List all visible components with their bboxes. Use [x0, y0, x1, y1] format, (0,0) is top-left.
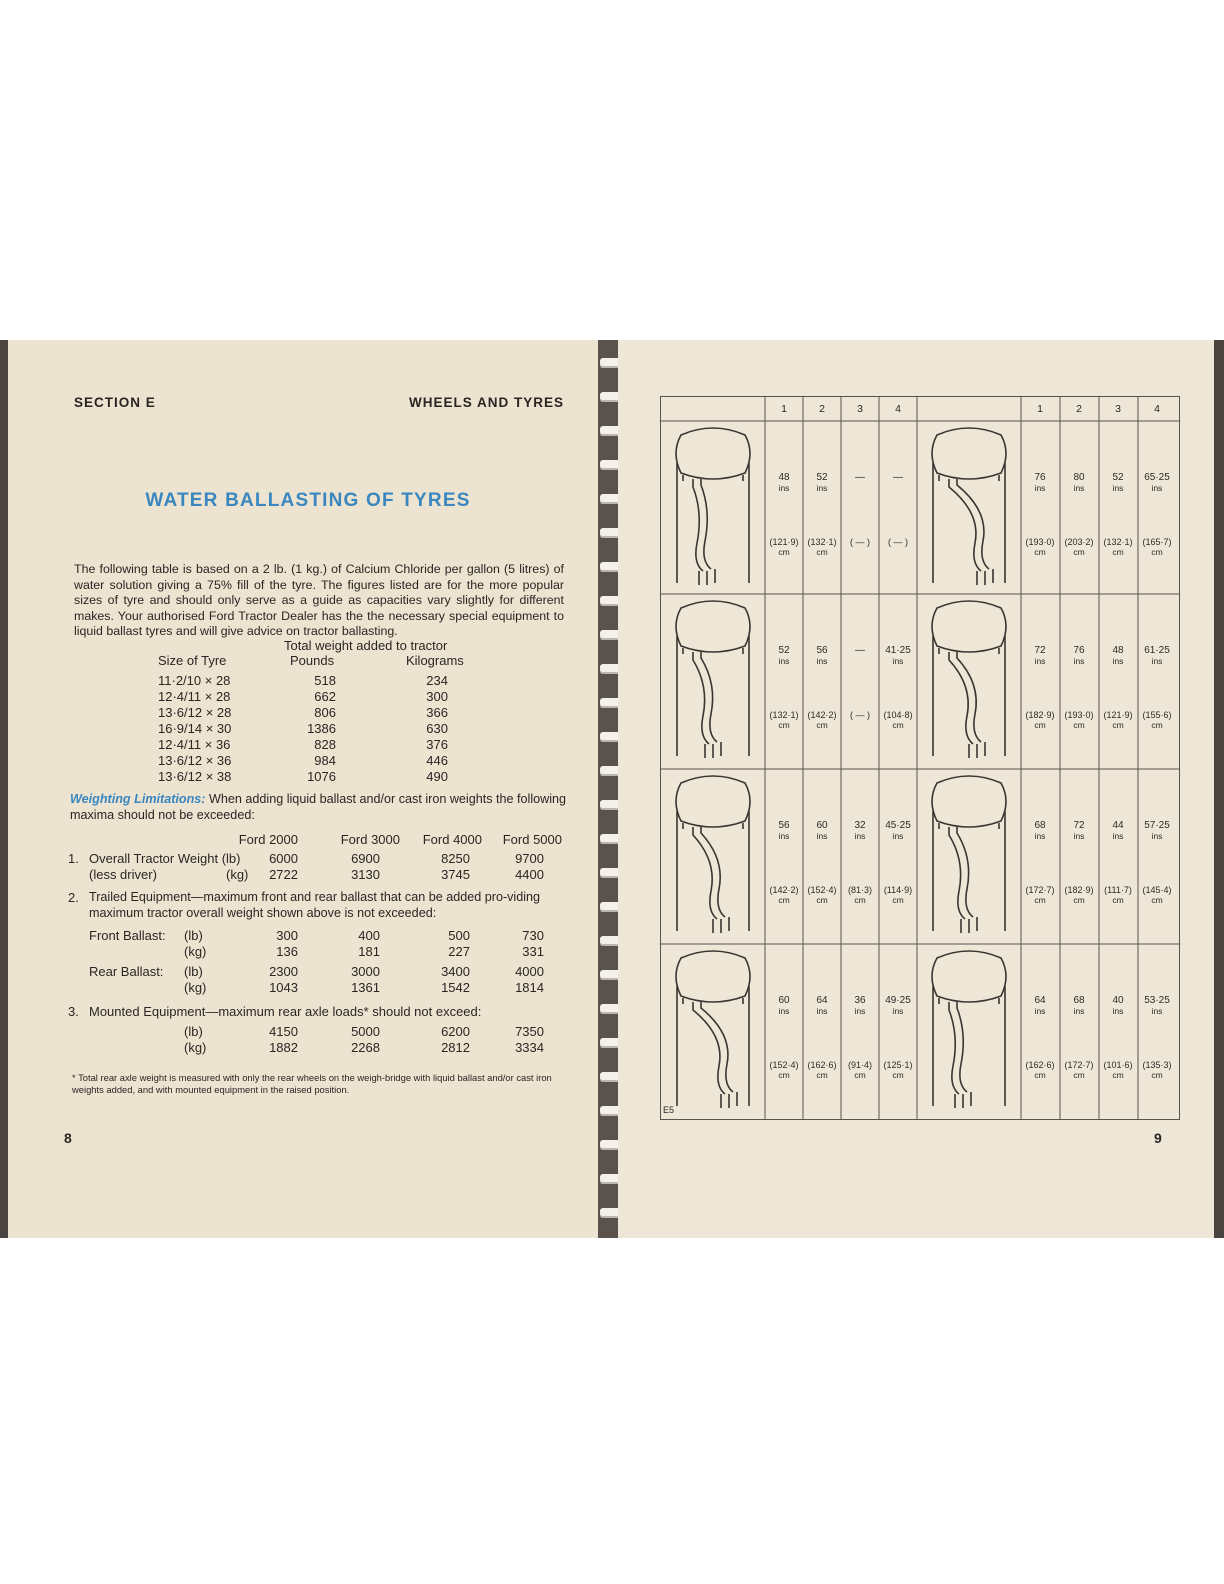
tyre-kilograms: 630 — [426, 721, 448, 736]
column-header: 1 — [781, 403, 787, 415]
track-cm-number: (91·4) — [847, 1060, 872, 1070]
track-cm-number: (145·4) — [1142, 885, 1172, 895]
track-ins-number: — — [893, 472, 903, 483]
item3-lb-unit: (lb) — [184, 1024, 203, 1039]
overall-weight-lb: 8250 — [441, 851, 470, 866]
cm-unit: cm — [1073, 720, 1085, 730]
track-ins-value — [880, 646, 916, 666]
track-cm-value — [879, 885, 917, 905]
track-cm-value — [1138, 1060, 1176, 1080]
ins-unit: ins — [816, 483, 828, 493]
cm-unit: cm — [1073, 547, 1085, 557]
track-ins-number: 52 — [778, 645, 790, 656]
cm-unit: cm — [854, 895, 866, 905]
cm-unit: cm — [1112, 895, 1124, 905]
tyre-size: 13·6/12 × 36 — [158, 753, 232, 768]
tyre-kilograms: 446 — [426, 753, 448, 768]
book-spread — [0, 340, 1224, 1238]
track-ins-value — [1139, 473, 1175, 493]
track-cm-value — [1021, 1060, 1059, 1080]
track-ins-number: — — [855, 645, 865, 656]
weighting-paragraph — [70, 792, 570, 823]
tyre-pounds: 828 — [314, 737, 336, 752]
model-header-3: Ford 5000 — [502, 832, 562, 847]
cm-unit: cm — [816, 1070, 828, 1080]
track-ins-value — [1061, 996, 1097, 1016]
rear-ballast-lb: 2300 — [269, 964, 298, 979]
track-ins-number: 65·25 — [1144, 472, 1170, 483]
track-ins-number: 72 — [1073, 820, 1085, 831]
axle-load-kg: 2812 — [441, 1040, 470, 1055]
item2-text: Trailed Equipment—maximum front and rear ballast that can be added pro-viding maximum tractor overall weight shown above is not exceeded: — [89, 890, 541, 920]
ins-unit: ins — [816, 831, 828, 841]
col-pounds-header: Pounds — [290, 653, 335, 668]
front-ballast-kg: 227 — [448, 944, 470, 959]
track-cm-value — [1099, 1060, 1137, 1080]
page-number-left: 8 — [64, 1130, 72, 1146]
front-ballast-lb: 300 — [276, 928, 298, 943]
tyre-kilograms: 490 — [426, 769, 448, 784]
track-ins-value — [842, 646, 878, 656]
track-cm-value — [803, 537, 841, 557]
track-cm-value — [1060, 1060, 1098, 1080]
rear-ballast-kg: 1814 — [515, 980, 544, 995]
front-ballast-kg: 136 — [276, 944, 298, 959]
track-ins-number: 60 — [816, 820, 828, 831]
tyre-pounds: 662 — [314, 689, 336, 704]
cm-unit: cm — [892, 720, 904, 730]
track-cm-number: (81·3) — [847, 885, 872, 895]
overall-weight-lb: 9700 — [515, 851, 544, 866]
track-cm-number: (142·2) — [769, 885, 799, 895]
track-ins-value — [1061, 646, 1097, 666]
column-header: 3 — [857, 403, 863, 415]
item3-kg-unit: (kg) — [184, 1040, 207, 1055]
overall-weight-kg: 2722 — [269, 867, 298, 882]
track-cm-value — [841, 885, 879, 905]
track-cm-number: (165·7) — [1142, 537, 1172, 547]
track-ins-number: 44 — [1112, 820, 1124, 831]
tyre-size: 16·9/14 × 30 — [158, 721, 232, 736]
track-ins-number: 52 — [1112, 472, 1124, 483]
track-cm-number: (172·7) — [1025, 885, 1055, 895]
track-ins-value — [880, 996, 916, 1016]
track-ins-value — [842, 821, 878, 841]
tyre-size: 13·6/12 × 38 — [158, 769, 232, 784]
ins-unit: ins — [1112, 483, 1124, 493]
track-cm-number: (142·2) — [807, 710, 837, 720]
track-ins-number: 41·25 — [885, 645, 911, 656]
column-header: 3 — [1115, 403, 1121, 415]
track-ins-value — [1061, 821, 1097, 841]
cm-unit: cm — [1034, 720, 1046, 730]
front-ballast-label: Front Ballast: — [89, 928, 166, 943]
cm-unit: cm — [1112, 720, 1124, 730]
cm-unit: cm — [816, 895, 828, 905]
page-number-right: 9 — [1154, 1130, 1162, 1146]
track-ins-number: 48 — [778, 472, 790, 483]
track-cm-number: (132·1) — [1103, 537, 1133, 547]
front-ballast-lb: 500 — [448, 928, 470, 943]
track-cm-value — [841, 537, 879, 547]
wheel-diagram — [919, 423, 1019, 593]
overall-weight-lb: 6900 — [351, 851, 380, 866]
track-ins-number: 49·25 — [885, 995, 911, 1006]
column-header: 2 — [819, 403, 825, 415]
track-cm-value — [1138, 885, 1176, 905]
column-header: 1 — [1037, 403, 1043, 415]
overall-weight-kg: 4400 — [515, 867, 544, 882]
track-cm-number: (203·2) — [1064, 537, 1094, 547]
track-ins-value — [842, 473, 878, 483]
track-ins-number: 56 — [816, 645, 828, 656]
rear-ballast-lb: 4000 — [515, 964, 544, 979]
track-ins-value — [804, 996, 840, 1016]
cm-unit: cm — [1151, 720, 1163, 730]
intro-paragraph: The following table is based on a 2 lb. (1 kg.) of Calcium Chloride per gallon (5 litres) of water solution giving a 75% fill of the tyre. The figures listed are for the more popular sizes of tyre and should only serve as a guide as capacities vary slightly for different makes. Your authorised Ford Tractor Dealer has the the necessary special equipment to liquid ballast tyres and will give advice on tractor ballasting. — [74, 562, 564, 639]
track-cm-number: (104·8) — [883, 710, 913, 720]
track-ins-value — [1022, 996, 1058, 1016]
cm-unit: cm — [778, 895, 790, 905]
track-ins-number: 76 — [1073, 645, 1085, 656]
cm-unit: cm — [778, 547, 790, 557]
track-cm-value — [1060, 885, 1098, 905]
wheel-diagram — [919, 946, 1019, 1116]
track-cm-number: (172·7) — [1064, 1060, 1094, 1070]
track-ins-value — [804, 646, 840, 666]
track-cm-value — [879, 537, 917, 547]
tyre-size: 12·4/11 × 28 — [158, 689, 231, 704]
ins-unit: ins — [892, 656, 904, 666]
track-cm-value — [1021, 885, 1059, 905]
track-ins-value — [1139, 996, 1175, 1016]
wheel-diagram — [663, 946, 763, 1116]
ins-unit: ins — [1034, 831, 1046, 841]
ins-unit: ins — [1151, 831, 1163, 841]
track-ins-value — [804, 473, 840, 493]
ins-unit: ins — [1034, 656, 1046, 666]
track-ins-value — [804, 821, 840, 841]
ins-unit: ins — [1151, 483, 1163, 493]
rear-ballast-kg: 1361 — [351, 980, 380, 995]
tyre-kilograms: 300 — [426, 689, 448, 704]
cm-unit: cm — [1073, 1070, 1085, 1080]
track-ins-value — [1022, 473, 1058, 493]
ballast-header-top: Total weight added to tractor — [284, 638, 448, 653]
track-cm-value — [765, 537, 803, 557]
ins-unit: ins — [1073, 656, 1085, 666]
item1-label: Overall Tractor Weight (lb) — [89, 851, 241, 866]
cm-unit: cm — [892, 1070, 904, 1080]
track-cm-value — [879, 710, 917, 730]
ins-unit: ins — [892, 831, 904, 841]
track-cm-number: (152·4) — [769, 1060, 799, 1070]
ins-unit: ins — [778, 831, 790, 841]
track-cm-number: (155·6) — [1142, 710, 1172, 720]
front-ballast-kg: 331 — [522, 944, 544, 959]
track-cm-value — [803, 885, 841, 905]
track-cm-value — [1021, 537, 1059, 557]
ins-unit: ins — [1034, 1006, 1046, 1016]
tyre-size: 12·4/11 × 36 — [158, 737, 231, 752]
track-ins-number: 68 — [1073, 995, 1085, 1006]
track-ins-value — [880, 473, 916, 483]
cm-unit: cm — [1034, 547, 1046, 557]
ins-unit: ins — [1112, 831, 1124, 841]
right-page — [618, 340, 1214, 1238]
ins-unit: ins — [816, 1006, 828, 1016]
tyre-size: 11·2/10 × 28 — [158, 673, 231, 688]
model-header-0: Ford 2000 — [238, 832, 298, 847]
track-ins-value — [1061, 473, 1097, 493]
track-cm-value — [765, 1060, 803, 1080]
track-ins-value — [766, 473, 802, 493]
cm-unit: cm — [816, 720, 828, 730]
track-ins-number: 36 — [854, 995, 866, 1006]
track-cm-number: (114·9) — [883, 885, 913, 895]
track-cm-number: (152·4) — [807, 885, 837, 895]
ins-unit: ins — [892, 1006, 904, 1016]
column-header: 2 — [1076, 403, 1082, 415]
cm-unit: cm — [1112, 547, 1124, 557]
cm-unit: cm — [778, 720, 790, 730]
overall-weight-kg: 3130 — [351, 867, 380, 882]
ins-unit: ins — [1073, 831, 1085, 841]
cm-unit: cm — [1112, 1070, 1124, 1080]
track-cm-value — [1138, 537, 1176, 557]
cm-unit: cm — [1073, 895, 1085, 905]
front-lb-unit: (lb) — [184, 928, 203, 943]
axle-load-kg: 2268 — [351, 1040, 380, 1055]
track-cm-number: (121·9) — [769, 537, 799, 547]
left-page — [8, 340, 608, 1238]
track-ins-value — [880, 821, 916, 841]
ins-unit: ins — [1112, 656, 1124, 666]
rear-ballast-kg: 1043 — [269, 980, 298, 995]
track-cm-number: (182·9) — [1025, 710, 1055, 720]
rear-ballast-label: Rear Ballast: — [89, 964, 164, 979]
item3-text: Mounted Equipment—maximum rear axle loads* should not exceed: — [89, 1004, 482, 1019]
tyre-pounds: 1076 — [307, 769, 336, 784]
col-size-header: Size of Tyre — [158, 653, 227, 668]
track-cm-number: ( — ) — [888, 537, 908, 547]
track-ins-value — [1100, 646, 1136, 666]
weighting-heading: Weighting Limitations: — [70, 792, 206, 806]
track-ins-number: 64 — [1034, 995, 1046, 1006]
ins-unit: ins — [778, 656, 790, 666]
track-ins-number: 32 — [854, 820, 866, 831]
section-label: SECTION E — [74, 395, 156, 410]
wheel-diagram — [663, 771, 763, 941]
track-ins-number: 40 — [1112, 995, 1124, 1006]
track-ins-value — [1022, 821, 1058, 841]
front-kg-unit: (kg) — [184, 944, 207, 959]
track-ins-number: — — [855, 472, 865, 483]
track-cm-number: (125·1) — [883, 1060, 913, 1070]
wheel-diagram — [919, 771, 1019, 941]
figure-label: E5 — [663, 1105, 675, 1115]
ins-unit: ins — [1151, 1006, 1163, 1016]
track-cm-value — [1138, 710, 1176, 730]
track-ins-number: 61·25 — [1144, 645, 1170, 656]
wheel-diagram — [663, 596, 763, 766]
track-cm-value — [879, 1060, 917, 1080]
tyre-pounds: 806 — [314, 705, 336, 720]
tyre-kilograms: 366 — [426, 705, 448, 720]
track-cm-value — [1060, 710, 1098, 730]
ins-unit: ins — [1151, 656, 1163, 666]
track-ins-value — [766, 996, 802, 1016]
page-title: WATER BALLASTING OF TYRES — [145, 490, 471, 511]
track-ins-value — [842, 996, 878, 1016]
ins-unit: ins — [1034, 483, 1046, 493]
front-ballast-lb: 730 — [522, 928, 544, 943]
cm-unit: cm — [816, 547, 828, 557]
cm-unit: cm — [1151, 895, 1163, 905]
track-cm-value — [765, 885, 803, 905]
track-cm-value — [841, 1060, 879, 1080]
rear-lb-unit: (lb) — [184, 964, 203, 979]
track-cm-number: (162·6) — [807, 1060, 837, 1070]
axle-load-lb: 4150 — [269, 1024, 298, 1039]
track-cm-number: (132·1) — [807, 537, 837, 547]
track-ins-number: 76 — [1034, 472, 1046, 483]
weighting-text: When adding liquid ballast and/or cast iron weights the following maxima should not be exceeded: — [70, 792, 567, 822]
item1-number: 1. — [68, 851, 79, 866]
track-ins-number: 52 — [816, 472, 828, 483]
cm-unit: cm — [1034, 1070, 1046, 1080]
track-cm-value — [803, 1060, 841, 1080]
cm-unit: cm — [1151, 547, 1163, 557]
track-ins-number: 56 — [778, 820, 790, 831]
front-ballast-kg: 181 — [358, 944, 380, 959]
track-cm-number: (193·0) — [1025, 537, 1055, 547]
cm-unit: cm — [1151, 1070, 1163, 1080]
track-cm-number: (182·9) — [1064, 885, 1094, 895]
track-cm-value — [1060, 537, 1098, 557]
track-cm-value — [1099, 537, 1137, 557]
track-cm-number: ( — ) — [850, 710, 870, 720]
track-cm-number: (193·0) — [1064, 710, 1094, 720]
track-cm-value — [765, 710, 803, 730]
track-cm-value — [841, 710, 879, 720]
model-header-1: Ford 3000 — [340, 832, 400, 847]
tyre-kilograms: 234 — [426, 673, 448, 688]
model-header-2: Ford 4000 — [422, 832, 482, 847]
section-title: WHEELS AND TYRES — [408, 395, 564, 410]
axle-load-kg: 1882 — [269, 1040, 298, 1055]
overall-weight-lb: 6000 — [269, 851, 298, 866]
track-cm-value — [1021, 710, 1059, 730]
tyre-pounds: 984 — [314, 753, 336, 768]
ins-unit: ins — [1073, 1006, 1085, 1016]
track-cm-value — [1099, 885, 1137, 905]
track-ins-number: 45·25 — [885, 820, 911, 831]
col-kg-header: Kilograms — [406, 653, 464, 668]
rear-ballast-lb: 3000 — [351, 964, 380, 979]
overall-weight-kg: 3745 — [441, 867, 470, 882]
track-cm-value — [803, 710, 841, 730]
ins-unit: ins — [854, 1006, 866, 1016]
ins-unit: ins — [778, 1006, 790, 1016]
wheel-track-grid — [660, 396, 1180, 1120]
ins-unit: ins — [778, 483, 790, 493]
track-ins-value — [1139, 821, 1175, 841]
track-ins-value — [766, 646, 802, 666]
track-ins-value — [1139, 646, 1175, 666]
track-cm-number: (162·6) — [1025, 1060, 1055, 1070]
item1-kg-unit: (kg) — [226, 867, 249, 882]
column-header: 4 — [1154, 403, 1160, 415]
cm-unit: cm — [854, 1070, 866, 1080]
track-ins-number: 72 — [1034, 645, 1046, 656]
track-ins-number: 53·25 — [1144, 995, 1170, 1006]
wheel-diagram — [663, 423, 763, 593]
ins-unit: ins — [854, 831, 866, 841]
track-cm-number: ( — ) — [850, 537, 870, 547]
track-ins-number: 68 — [1034, 820, 1046, 831]
item1-label2: (less driver) — [89, 867, 157, 882]
item3-number: 3. — [68, 1004, 79, 1019]
axle-load-lb: 7350 — [515, 1024, 544, 1039]
track-cm-number: (101·6) — [1103, 1060, 1133, 1070]
ins-unit: ins — [816, 656, 828, 666]
cm-unit: cm — [892, 895, 904, 905]
cm-unit: cm — [1034, 895, 1046, 905]
axle-load-kg: 3334 — [515, 1040, 544, 1055]
track-cm-number: (121·9) — [1103, 710, 1133, 720]
item2-number: 2. — [68, 890, 79, 905]
wheel-diagram — [919, 596, 1019, 766]
ins-unit: ins — [1112, 1006, 1124, 1016]
column-header: 4 — [895, 403, 901, 415]
track-ins-value — [1100, 821, 1136, 841]
tyre-pounds: 518 — [314, 673, 336, 688]
track-ins-number: 64 — [816, 995, 828, 1006]
track-ins-value — [1100, 473, 1136, 493]
axle-load-lb: 6200 — [441, 1024, 470, 1039]
track-ins-number: 60 — [778, 995, 790, 1006]
track-ins-value — [1100, 996, 1136, 1016]
track-ins-number: 80 — [1073, 472, 1085, 483]
track-cm-value — [1099, 710, 1137, 730]
track-ins-number: 57·25 — [1144, 820, 1170, 831]
tyre-pounds: 1386 — [307, 721, 336, 736]
rear-ballast-kg: 1542 — [441, 980, 470, 995]
rear-ballast-lb: 3400 — [441, 964, 470, 979]
track-ins-number: 48 — [1112, 645, 1124, 656]
track-cm-number: (132·1) — [769, 710, 799, 720]
footnote: * Total rear axle weight is measured with only the rear wheels on the weigh-bridge with liquid ballast and/or cast iron weights added, and with mounted equipment in the raised position. — [72, 1072, 552, 1095]
tyre-size: 13·6/12 × 28 — [158, 705, 232, 720]
ins-unit: ins — [1073, 483, 1085, 493]
front-ballast-lb: 400 — [358, 928, 380, 943]
track-cm-number: (135·3) — [1142, 1060, 1172, 1070]
track-ins-value — [766, 821, 802, 841]
tyre-kilograms: 376 — [426, 737, 448, 752]
track-cm-number: (111·7) — [1104, 885, 1132, 895]
cm-unit: cm — [778, 1070, 790, 1080]
axle-load-lb: 5000 — [351, 1024, 380, 1039]
track-ins-value — [1022, 646, 1058, 666]
rear-kg-unit: (kg) — [184, 980, 207, 995]
